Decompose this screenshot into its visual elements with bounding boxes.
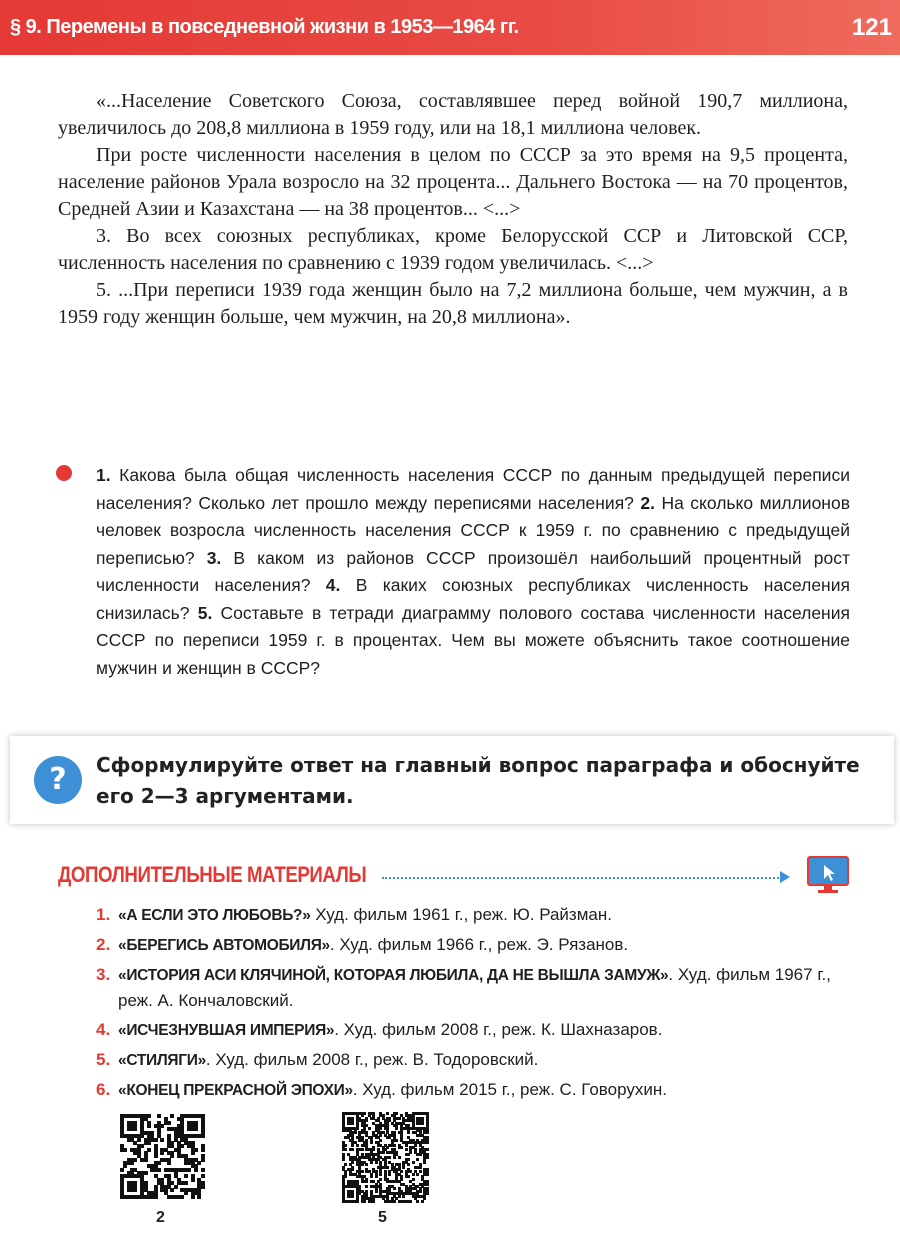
films-list	[96, 902, 856, 1107]
list-item	[96, 1047, 856, 1073]
quote-paragraph: 3. Во всех союзных республиках, кроме Белорусской ССР и Литовской ССР, численность населения по сравнению с 1939 годом увеличилась. <...>	[58, 225, 848, 274]
question-text: В каких союзных республиках численность населения снизилась?	[96, 575, 850, 623]
list-item	[96, 902, 856, 928]
question-number: 2.	[640, 492, 655, 513]
qr-code-icon[interactable]	[120, 1114, 204, 1198]
film-description: . Худ. фильм 2008 г., реж. В. Тодоровский.	[205, 1050, 539, 1069]
arrow-right-icon	[780, 871, 790, 883]
question-number: 3.	[206, 547, 222, 568]
list-item	[96, 1017, 856, 1043]
qr-code-icon[interactable]	[342, 1112, 428, 1202]
list-item-number: 3.	[96, 965, 111, 984]
questions-marker-icon	[56, 465, 72, 481]
quote-paragraph: При росте численности населения в целом по СССР за это время на 9,5 процента, население районов Урала возросло на 32 процента... Дальнего Востока — на 70 процентов, Средней Азии и Казахстана — на 38 процентов... <...>	[58, 144, 848, 220]
question-number: 1.	[96, 465, 111, 485]
question-text: Составьте в тетради диаграмму полового состава численности населения СССР по переписи 1959 г. в процентах. Чем вы можете объяснить такое соотношение мужчин и женщин в СССР?	[96, 602, 850, 678]
page-number: 121	[851, 14, 892, 41]
question-text: В каком из районов СССР произошёл наибольший процентный рост численности населения?	[96, 547, 850, 595]
quote-paragraph: «...Население Советского Союза, составлявшее перед войной 190,7 миллиона, увеличилось до 208,8 миллиона в 1959 году, или на 18,1 миллиона человек.	[58, 90, 848, 139]
list-item-number: 5.	[96, 1050, 111, 1069]
film-description: . Худ. фильм 2008 г., реж. К. Шахназаров.	[334, 1020, 663, 1039]
additional-materials-title: ДОПОЛНИТЕЛЬНЫЕ МАТЕРИАЛЫ	[58, 862, 367, 887]
film-description: . Худ. фильм 2015 г., реж. С. Говорухин.	[352, 1080, 667, 1099]
qr-label: 5	[378, 1209, 387, 1226]
list-item	[96, 932, 856, 958]
list-item-number: 4.	[96, 1020, 111, 1039]
monitor-icon	[806, 853, 850, 897]
header-title: § 9. Перемены в повседневной жизни в 1953—1964 гг.	[10, 16, 519, 38]
film-description: . Худ. фильм 1966 г., реж. Э. Рязанов.	[329, 935, 629, 954]
film-description: Худ. фильм 1961 г., реж. Ю. Райзман.	[310, 905, 612, 924]
question-text: Какова была общая численность населения СССР по данным предыдущей переписи населения? Сколько лет прошло между переписями населения?	[96, 465, 850, 513]
film-title: «ИСТОРИЯ АСИ КЛЯЧИНОЙ, КОТОРАЯ ЛЮБИЛА, ДА НЕ ВЫШЛА ЗАМУЖ»	[118, 967, 669, 984]
question-number: 5.	[197, 602, 213, 623]
question-number: 4.	[325, 575, 341, 595]
film-title: «ИСЧЕЗНУВШАЯ ИМПЕРИЯ»	[118, 1022, 335, 1039]
film-title: «СТИЛЯГИ»	[118, 1052, 206, 1069]
page-header	[0, 0, 900, 55]
list-item-number: 1.	[96, 905, 111, 924]
film-description: . Худ. фильм 1967 г., реж. А. Кончаловский.	[118, 965, 831, 1010]
quote-block	[58, 88, 848, 331]
qr-label: 2	[156, 1209, 165, 1226]
list-item-number: 2.	[96, 935, 111, 954]
film-title: «А ЕСЛИ ЭТО ЛЮБОВЬ?»	[118, 907, 311, 924]
dotted-line-divider	[382, 877, 782, 879]
question-icon: ?	[34, 756, 82, 804]
film-title: «БЕРЕГИСЬ АВТОМОБИЛЯ»	[118, 937, 330, 954]
list-item-number: 6.	[96, 1080, 111, 1099]
questions-block	[96, 462, 850, 682]
main-question-box	[10, 736, 894, 824]
quote-paragraph: 5. ...При переписи 1939 года женщин было на 7,2 миллиона больше, чем мужчин, а в 1959 году женщин больше, чем мужчин, на 20,8 миллиона».	[58, 279, 848, 328]
film-title: «КОНЕЦ ПРЕКРАСНОЙ ЭПОХИ»	[118, 1082, 353, 1099]
question-text: На сколько миллионов человек возросла численность населения СССР к 1959 г. по сравнению с предыдущей переписью?	[96, 492, 850, 568]
list-item	[96, 1077, 856, 1103]
list-item	[96, 962, 856, 1013]
main-question-text: Сформулируйте ответ на главный вопрос параграфа и обоснуйте его 2—3 аргументами.	[96, 753, 860, 808]
